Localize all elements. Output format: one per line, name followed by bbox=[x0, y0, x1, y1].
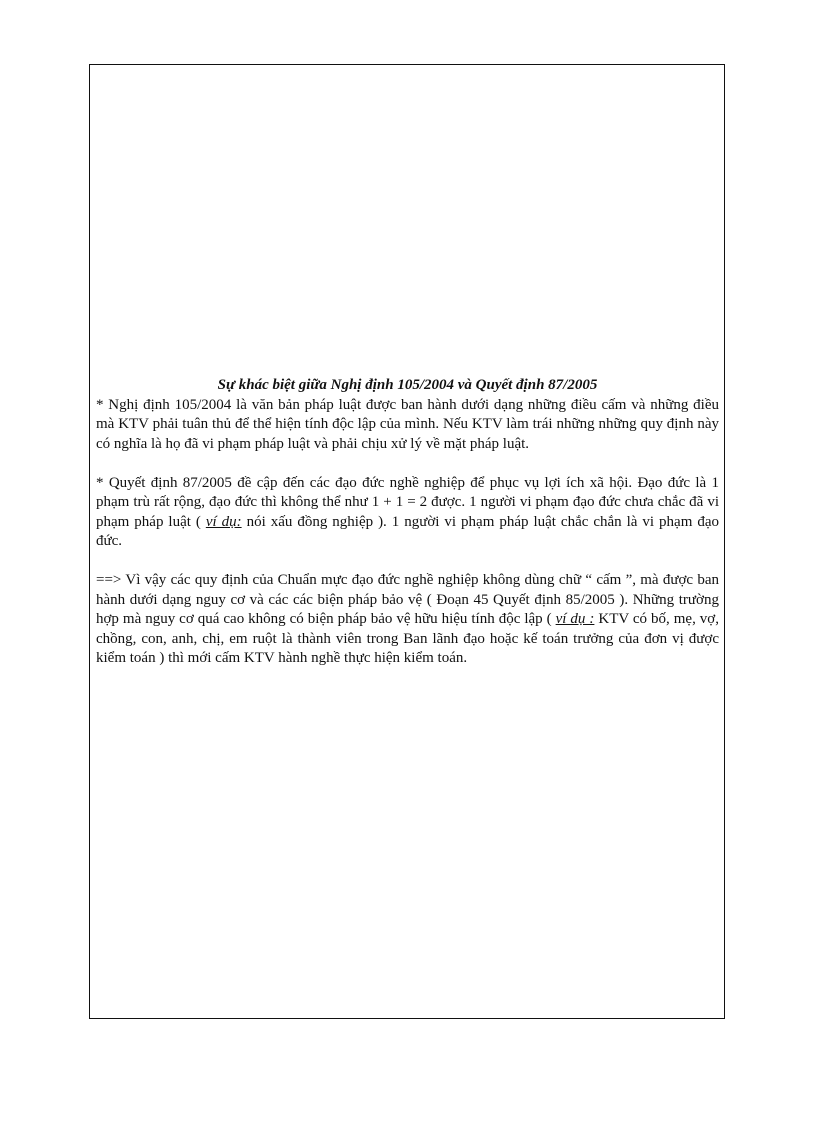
document-body bbox=[96, 376, 719, 688]
paragraph-2-text-start: * Quyết định 87/2005 đề cập đến các đạo đức nghề nghiệp để phục vụ lợi ích xã hội. Đạo đức là 1 phạm trù rất rộng, đạo đức thì không thể như 1 + 1 = 2 được. 1 người vi phạm đạo đức chưa chắc đã vi phạm pháp luật ( bbox=[96, 474, 719, 530]
paragraph-decree-105 bbox=[96, 396, 719, 455]
paragraph-conclusion bbox=[96, 571, 719, 669]
paragraph-decision-87 bbox=[96, 474, 719, 552]
paragraph-2-text-end: nói xấu đồng nghiệp ). 1 người vi phạm pháp luật chắc chắn là vi phạm đạo đức. bbox=[96, 513, 719, 549]
example-label: ví dụ: bbox=[205, 513, 242, 530]
document-title: Sự khác biệt giữa Nghị định 105/2004 và Quyết định 87/2005 bbox=[217, 377, 598, 393]
example-label: ví dụ : bbox=[555, 611, 595, 627]
paragraph-1-text: * Nghị định 105/2004 là văn bản pháp luật được ban hành dưới dạng những điều cấm và những điều mà KTV phải tuân thủ để thể hiện tính độc lập của mình. Nếu KTV làm trái những những quy định này có nghĩa là họ đã vi phạm pháp luật và phải chịu xử lý về mặt pháp luật. bbox=[96, 396, 719, 452]
paragraph-3-text-start: ==> Vì vậy các quy định của Chuẩn mực đạo đức nghề nghiệp không dùng chữ “ cấm ”, mà được ban hành dưới dạng nguy cơ và các các biện pháp bảo vệ ( Đoạn 45 Quyết định 85/2005 ). Những trường hợp mà nguy cơ quá cao không có biện pháp bảo vệ hữu hiệu tính độc lập ( bbox=[96, 572, 719, 627]
paragraph-3-text-end: KTV có bố, mẹ, vợ, chồng, con, anh, chị, em ruột là thành viên trong Ban lãnh đạo hoặc kế toán trưởng của đơn vị được kiểm toán ) thì mới cấm KTV hành nghề thực hiện kiểm toán. bbox=[96, 611, 719, 666]
